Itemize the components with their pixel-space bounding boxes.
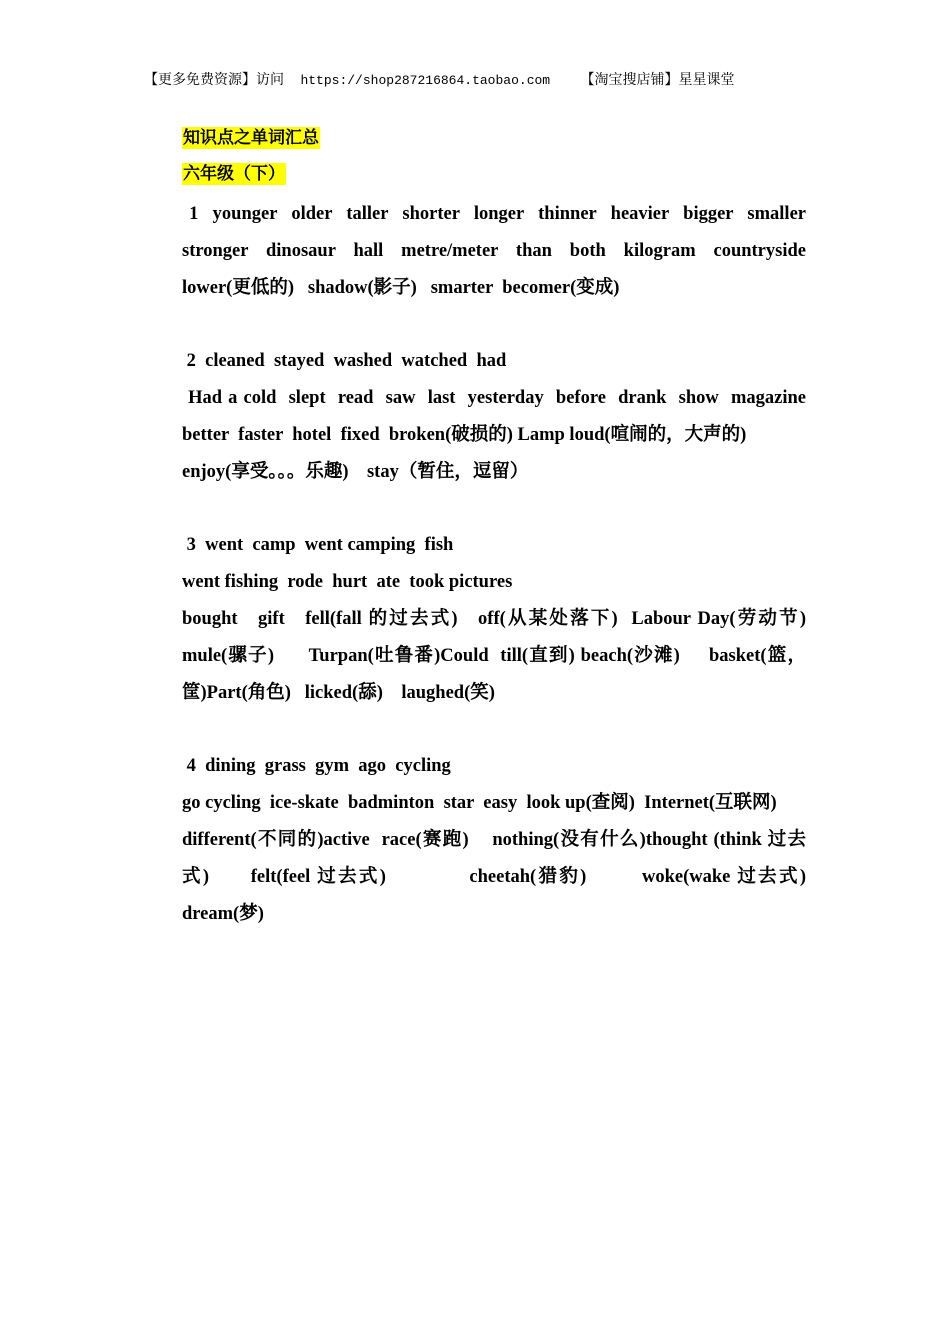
unit-2-line-3: better faster hotel fixed broken(破损的) Lamp loud(喧闹的，大声的)	[182, 425, 747, 445]
header-shop-url[interactable]: https://shop287216864.taobao.com	[300, 73, 551, 88]
unit-2-line-4: enjoy(享受。。。乐趣) stay（暂住，逗留）	[182, 462, 529, 482]
unit-4-line-5: dream(梦)	[182, 904, 264, 924]
unit-4-section	[182, 748, 806, 933]
unit-4-line-4: 式) felt(feel 过去式) cheetah(猎豹) woke(wake 过去式)	[182, 867, 806, 887]
unit-3-line-4: mule(骡子) Turpan(吐鲁番)Could till(直到) beach(沙滩) basket(篮，	[182, 646, 806, 666]
unit-1-line-1: 1 younger older taller shorter longer thinner heavier bigger smaller	[182, 204, 806, 224]
unit-3-line-5: 筐)Part(角色) licked(舔) laughed(笑)	[182, 683, 495, 703]
page-header	[144, 69, 735, 89]
unit-3-section	[182, 527, 806, 712]
unit-2-line-1: 2 cleaned stayed washed watched had	[182, 351, 507, 371]
unit-3-line-1: 3 went camp went camping fish	[182, 535, 454, 555]
header-promo-text: 【更多免费资源】访问	[144, 72, 284, 88]
unit-2-section	[182, 343, 806, 491]
document-title	[182, 124, 806, 152]
grade-subtitle	[182, 160, 806, 188]
document-body	[182, 124, 806, 933]
unit-1-line-3: lower(更低的) shadow(影子) smarter becomer(变成)	[182, 278, 620, 298]
title-highlight: 知识点之单词汇总	[183, 128, 319, 148]
grade-highlight: 六年级（下）	[183, 164, 285, 184]
unit-4-line-3: different(不同的)active race(赛跑) nothing(没有什么)thought (think 过去	[182, 830, 806, 850]
header-shop-name: 【淘宝搜店铺】星星课堂	[580, 72, 735, 88]
unit-4-line-1: 4 dining grass gym ago cycling	[182, 756, 451, 776]
unit-3-line-3: bought gift fell(fall 的过去式) off(从某处落下) Labour Day(劳动节)	[182, 609, 806, 629]
unit-4-line-2: go cycling ice-skate badminton star easy look up(查阅) Internet(互联网)	[182, 793, 777, 813]
unit-1-line-2: stronger dinosaur hall metre/meter than both kilogram countryside	[182, 241, 806, 261]
unit-3-line-2: went fishing rode hurt ate took pictures	[182, 572, 513, 592]
unit-2-line-2: Had a cold slept read saw last yesterday before drank show magazine	[182, 388, 806, 408]
unit-1-section	[182, 196, 806, 307]
